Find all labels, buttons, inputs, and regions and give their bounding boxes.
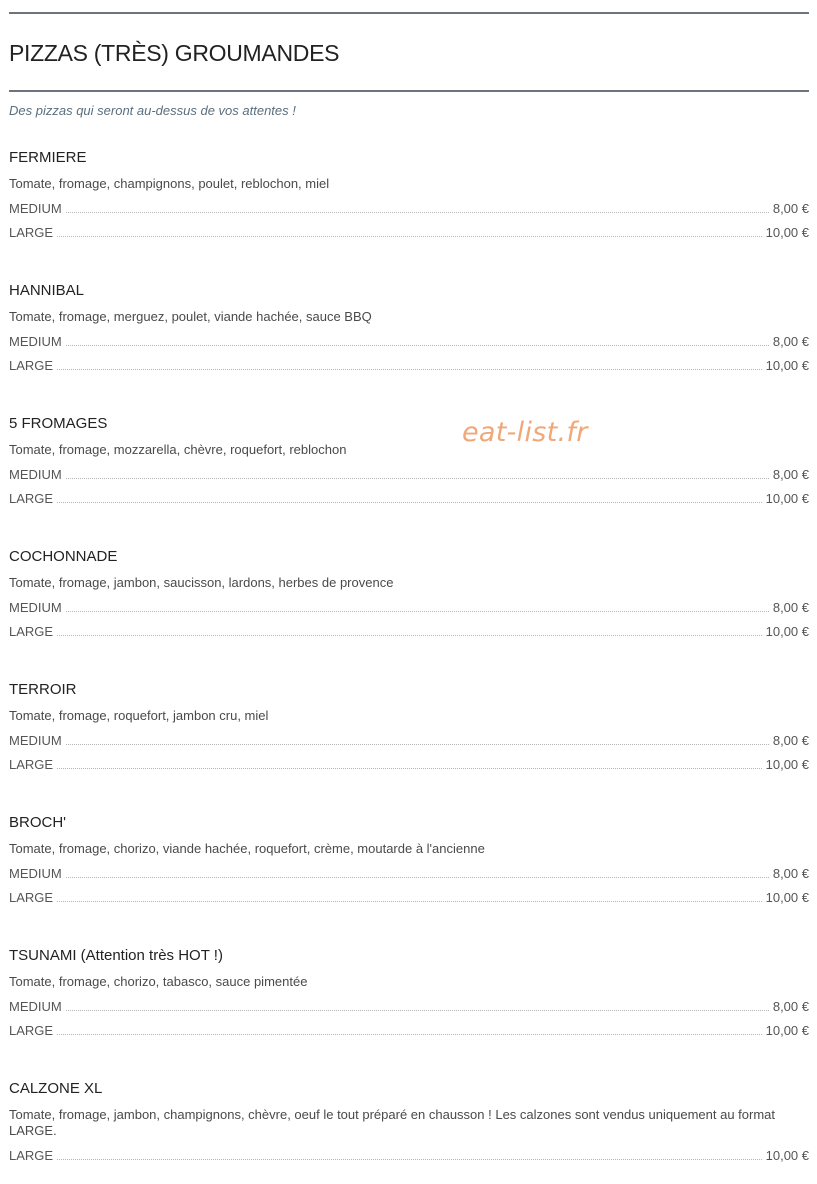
item-name: BROCH' (9, 814, 67, 831)
section-top-rule (9, 12, 809, 14)
price-row-large (9, 358, 809, 374)
dotted-leader (66, 334, 769, 346)
price-value: 10,00 € (765, 757, 809, 772)
price-label: MEDIUM (9, 866, 62, 881)
price-value: 10,00 € (765, 491, 809, 506)
dotted-leader (66, 600, 769, 612)
price-value: 8,00 € (772, 201, 809, 216)
item-name: TSUNAMI (Attention très HOT !) (9, 947, 223, 964)
item-name: CALZONE XL (9, 1080, 103, 1097)
price-label: LARGE (9, 491, 54, 506)
dotted-leader (57, 491, 762, 503)
price-row-large (9, 890, 809, 906)
item-name: TERROIR (9, 681, 77, 698)
price-row-medium (9, 866, 809, 882)
price-row-medium (9, 201, 809, 217)
price-label: MEDIUM (9, 600, 62, 615)
price-label: LARGE (9, 358, 54, 373)
price-row-medium (9, 999, 809, 1015)
price-row-medium (9, 600, 809, 616)
price-row-medium (9, 467, 809, 483)
price-value: 10,00 € (765, 1023, 809, 1038)
dotted-leader (57, 890, 762, 902)
price-row-large (9, 491, 809, 507)
item-description: Tomate, fromage, jambon, saucisson, lardons, herbes de provence (9, 575, 394, 590)
price-value: 8,00 € (772, 733, 809, 748)
item-description: Tomate, fromage, merguez, poulet, viande hachée, sauce BBQ (9, 309, 372, 324)
dotted-leader (66, 467, 769, 479)
price-label: LARGE (9, 1023, 54, 1038)
price-label: LARGE (9, 624, 54, 639)
dotted-leader (57, 1023, 762, 1035)
price-label: MEDIUM (9, 733, 62, 748)
price-row-large (9, 1023, 809, 1039)
price-label: LARGE (9, 225, 54, 240)
price-value: 10,00 € (765, 890, 809, 905)
price-label: LARGE (9, 757, 54, 772)
price-value: 10,00 € (765, 1148, 809, 1163)
dotted-leader (66, 733, 769, 745)
price-label: LARGE (9, 1148, 54, 1163)
item-description: Tomate, fromage, champignons, poulet, reblochon, miel (9, 176, 330, 191)
section-bottom-rule (9, 90, 809, 92)
price-label: MEDIUM (9, 334, 62, 349)
item-name: 5 FROMAGES (9, 415, 108, 432)
price-row-medium (9, 334, 809, 350)
item-name: HANNIBAL (9, 282, 85, 299)
item-description: Tomate, fromage, chorizo, tabasco, sauce pimentée (9, 974, 308, 989)
dotted-leader (66, 999, 769, 1011)
price-label: MEDIUM (9, 999, 62, 1014)
price-row-large (9, 1148, 809, 1164)
price-value: 8,00 € (772, 600, 809, 615)
item-description: Tomate, fromage, roquefort, jambon cru, miel (9, 708, 269, 723)
price-row-large (9, 624, 809, 640)
price-label: LARGE (9, 890, 54, 905)
price-value: 10,00 € (765, 225, 809, 240)
item-description: Tomate, fromage, jambon, champignons, chèvre, oeuf le tout préparé en chausson ! Les calzones sont vendus uniquement au format LARGE. (9, 1107, 776, 1138)
dotted-leader (57, 624, 762, 636)
watermark-text: eat-list.fr (462, 417, 588, 448)
price-row-medium (9, 733, 809, 749)
item-description: Tomate, fromage, mozzarella, chèvre, roquefort, reblochon (9, 442, 347, 457)
price-row-large (9, 225, 809, 241)
price-value: 8,00 € (772, 999, 809, 1014)
section-subtitle: Des pizzas qui seront au-dessus de vos attentes ! (9, 103, 296, 118)
dotted-leader (57, 358, 762, 370)
dotted-leader (66, 201, 769, 213)
dotted-leader (57, 1148, 762, 1160)
price-value: 8,00 € (772, 467, 809, 482)
price-value: 8,00 € (772, 866, 809, 881)
dotted-leader (57, 225, 762, 237)
dotted-leader (66, 866, 769, 878)
section-title: PIZZAS (TRÈS) GROUMANDES (9, 40, 340, 66)
price-label: MEDIUM (9, 467, 62, 482)
item-name: COCHONNADE (9, 548, 118, 565)
price-label: MEDIUM (9, 201, 62, 216)
item-description: Tomate, fromage, chorizo, viande hachée, roquefort, crème, moutarde à l'ancienne (9, 841, 485, 856)
price-value: 10,00 € (765, 624, 809, 639)
price-value: 10,00 € (765, 358, 809, 373)
price-value: 8,00 € (772, 334, 809, 349)
dotted-leader (57, 757, 762, 769)
item-name: FERMIERE (9, 149, 87, 166)
price-row-large (9, 757, 809, 773)
